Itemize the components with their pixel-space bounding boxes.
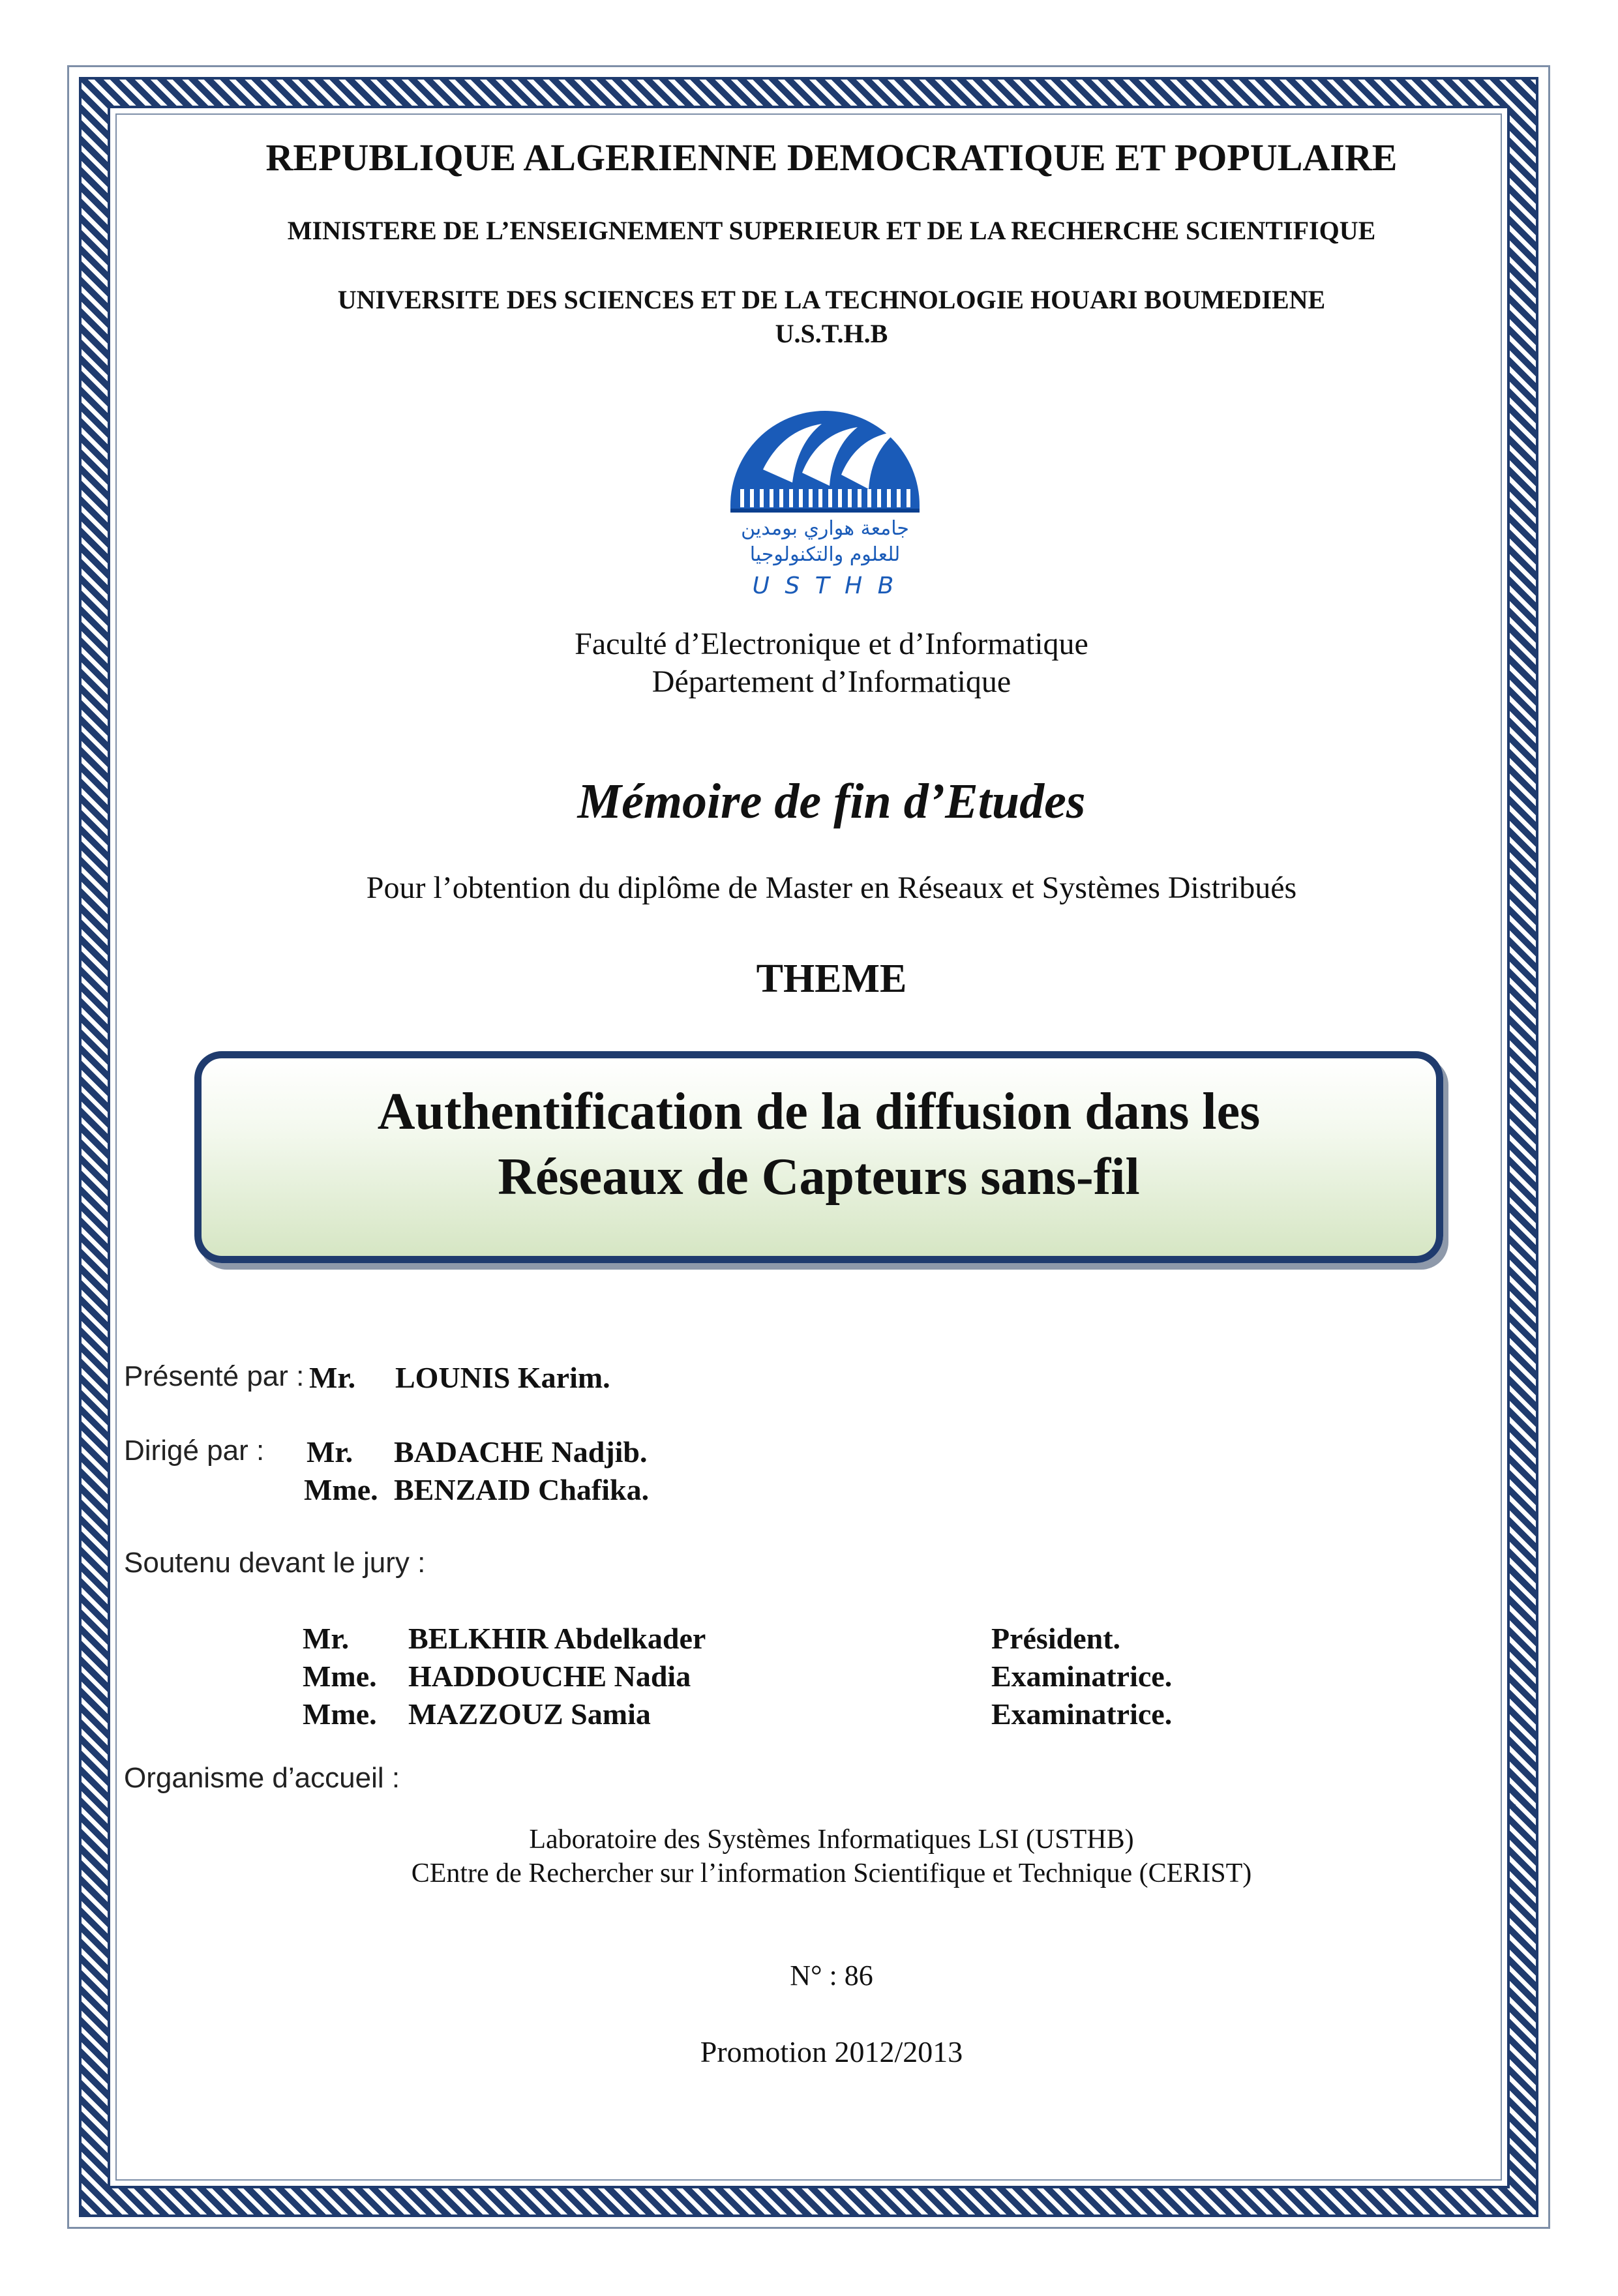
jury-member-name: HADDOUCHE Nadia xyxy=(408,1660,691,1693)
logo-arabic-line2: للعلوم والتكنولوجيا xyxy=(749,543,901,566)
jury-member-title: Mr. xyxy=(303,1622,350,1655)
presented-by-label: Présenté par : xyxy=(124,1360,305,1392)
supervisor-name: BENZAID Chafika. xyxy=(394,1473,650,1506)
host-organization-label: Organisme d’accueil : xyxy=(124,1762,400,1794)
document-number: N° : 86 xyxy=(790,1960,873,1991)
thesis-title-line2: Réseaux de Capteurs sans-fil xyxy=(498,1148,1140,1206)
jury-member-title: Mme. xyxy=(303,1660,377,1693)
logo-latin-text: U S T H B xyxy=(752,573,898,599)
thesis-title-box xyxy=(194,1051,1443,1263)
host-lab-1: Laboratoire des Systèmes Informatiques LSI (USTHB) xyxy=(529,1825,1134,1855)
jury-member-role: Président. xyxy=(991,1622,1121,1655)
thesis-title-line1: Authentification de la diffusion dans les xyxy=(377,1083,1261,1141)
thesis-title xyxy=(202,1079,1436,1210)
supervisor-name: BADACHE Nadjib. xyxy=(394,1435,648,1469)
logo-arabic-line1: جامعة هواري بومدين xyxy=(741,517,909,540)
usthb-logo-icon xyxy=(717,398,933,613)
student-name: LOUNIS Karim. xyxy=(395,1361,610,1394)
university-heading: UNIVERSITE DES SCIENCES ET DE LA TECHNOLOGIE HOUARI BOUMEDIENE xyxy=(337,285,1326,314)
jury-member-name: BELKHIR Abdelkader xyxy=(408,1622,706,1655)
department-name: Département d’Informatique xyxy=(652,664,1011,699)
university-abbreviation: U.S.T.H.B xyxy=(775,319,888,348)
document-type-title: Mémoire de fin d’Etudes xyxy=(577,774,1086,829)
republic-heading: REPUBLIQUE ALGERIENNE DEMOCRATIQUE ET POPULAIRE xyxy=(265,136,1398,179)
faculty-name: Faculté d’Electronique et d’Informatique xyxy=(575,627,1088,661)
host-lab-2: CEntre de Rechercher sur l’information Scientifique et Technique (CERIST) xyxy=(411,1858,1252,1888)
ministry-heading: MINISTERE DE L’ENSEIGNEMENT SUPERIEUR ET DE LA RECHERCHE SCIENTIFIQUE xyxy=(287,216,1376,245)
supervisor-title: Mme. xyxy=(304,1473,378,1506)
degree-subtitle: Pour l’obtention du diplôme de Master en Réseaux et Systèmes Distribués xyxy=(366,871,1297,905)
jury-member-role: Examinatrice. xyxy=(991,1660,1173,1693)
jury-member-name: MAZZOUZ Samia xyxy=(408,1697,651,1731)
jury-member-title: Mme. xyxy=(303,1697,377,1731)
student-title: Mr. xyxy=(309,1361,356,1394)
jury-member-role: Examinatrice. xyxy=(991,1697,1173,1731)
promotion-year: Promotion 2012/2013 xyxy=(700,2035,963,2068)
jury-label: Soutenu devant le jury : xyxy=(124,1547,426,1579)
supervisor-title: Mr. xyxy=(307,1435,353,1469)
theme-label: THEME xyxy=(756,957,907,1001)
directed-by-label: Dirigé par : xyxy=(124,1435,265,1467)
